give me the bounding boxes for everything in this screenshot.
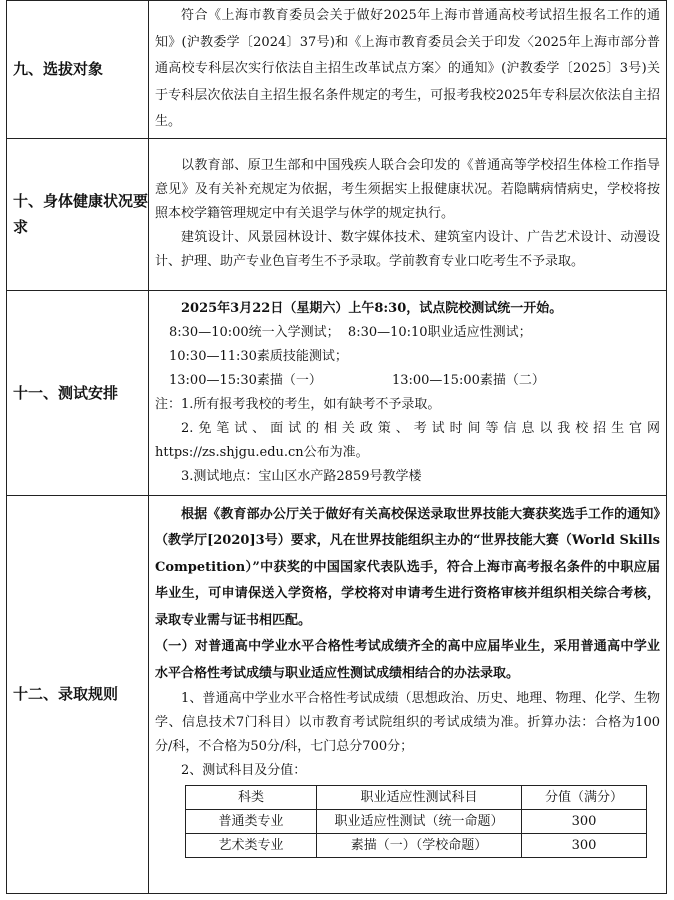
section-12-row: [7, 495, 667, 893]
schedule-sketch-2: 13:00—15:00素描（二）: [391, 372, 545, 388]
section-10-content: [149, 138, 667, 290]
section-9-content: [149, 1, 667, 139]
admission-method-paragraph: （一）对普通高中学业水平合格性考试成绩齐全的高中应届毕业生，采用普通高中学业水平合格性考试成绩与职业适应性测试成绩相结合的办法录取。: [155, 639, 660, 681]
table-row: [186, 834, 647, 858]
score-conversion-paragraph: 1、普通高中学业水平合格性考试成绩（思想政治、历史、地理、物理、化学、生物学、信息技术7门科目）以市教育考试院组织的考试成绩为准。折算办法：合格为100分/科，不合格为50分/科，七门总分700分；: [155, 691, 660, 754]
section-10-label: 十、身体健康状况要求: [7, 138, 149, 290]
schedule-line-2: 10:30—11:30素质技能测试；: [169, 348, 348, 364]
table-header-cell: 分值（满分）: [522, 786, 647, 810]
schedule-line-1: 8:30—10:00统一入学测试； 8:30—10:10职业适应性测试；: [169, 324, 532, 340]
schedule-sketch-1: 13:00—15:30素描（一）: [169, 372, 322, 388]
section-12-content: [149, 495, 667, 893]
table-header-cell: 职业适应性测试科目: [317, 786, 522, 810]
rules-table: [6, 0, 667, 894]
section-11-row: [7, 290, 667, 495]
section-9-label: 九、选拔对象: [7, 1, 149, 139]
schedule-line-3: [155, 369, 660, 393]
table-header-row: [186, 786, 647, 810]
section-12-label: 十二、录取规则: [7, 495, 149, 893]
test-subjects-table: [185, 785, 647, 858]
note-3: 3.测试地点：宝山区水产路2859号教学楼: [181, 468, 422, 484]
table-row: [186, 810, 647, 834]
table-cell: 普通类专业: [186, 810, 317, 834]
table-cell: 300: [522, 810, 647, 834]
table-header-cell: 科类: [186, 786, 317, 810]
admission-rules-document: [6, 0, 667, 892]
test-date-headline: 2025年3月22日（星期六）上午8:30，试点院校测试统一开始。: [181, 300, 563, 316]
table-cell: 300: [522, 834, 647, 858]
section-10-row: [7, 138, 667, 290]
section-9-row: [7, 1, 667, 139]
note-2: 2.免笔试、面试的相关政策、考试时间等信息以我校招生官网https://zs.shjgu.edu.cn公布为准。: [155, 420, 660, 460]
section-10-paragraph-2: 建筑设计、风景园林设计、数字媒体技术、建筑室内设计、广告艺术设计、动漫设计、护理、助产专业色盲考生不予录取。学前教育专业口吃考生不予录取。: [155, 230, 660, 269]
test-subjects-heading: 2、测试科目及分值：: [181, 763, 307, 778]
table-cell: 素描（一）（学校命题）: [317, 834, 522, 858]
section-9-paragraph: 符合《上海市教育委员会关于做好2025年上海市普通高校考试招生报名工作的通知》(沪教委学〔2024〕37号)和《上海市教育委员会关于印发〈2025年上海市部分普通高校专科层次实行依法自主招生改革试点方案〉的通知》(沪教委学〔2025〕3号)关于专科层次依法自主招生报名条件规定的考生，可报考我校2025年专科层次依法自主招生。: [155, 8, 660, 129]
note-1: 注：1.所有报考我校的考生，如有缺考不予录取。: [155, 396, 441, 412]
table-cell: 职业适应性测试（统一命题）: [317, 810, 522, 834]
section-11-content: [149, 290, 667, 495]
section-11-label: 十一、测试安排: [7, 290, 149, 495]
section-10-paragraph-1: 以教育部、原卫生部和中国残疾人联合会印发的《普通高等学校招生体检工作指导意见》及有关补充规定为依据，考生须据实上报健康状况。若隐瞒病情病史，学校将按照本校学籍管理规定中有关退学与休学的规定执行。: [155, 158, 660, 221]
world-skills-paragraph: 根据《教育部办公厅关于做好有关高校保送录取世界技能大赛获奖选手工作的通知》（教学厅[2020]3号）要求，凡在世界技能组织主办的“世界技能大赛（World Skills Competition）”中获奖的中国国家代表队选手，符合上海市高考报名条件的中职应届毕业生，可申请保送入学资格，学校将对申请考生进行资格审核并组织相关综合考核，录取专业需与证书相匹配。: [155, 506, 660, 628]
table-cell: 艺术类专业: [186, 834, 317, 858]
